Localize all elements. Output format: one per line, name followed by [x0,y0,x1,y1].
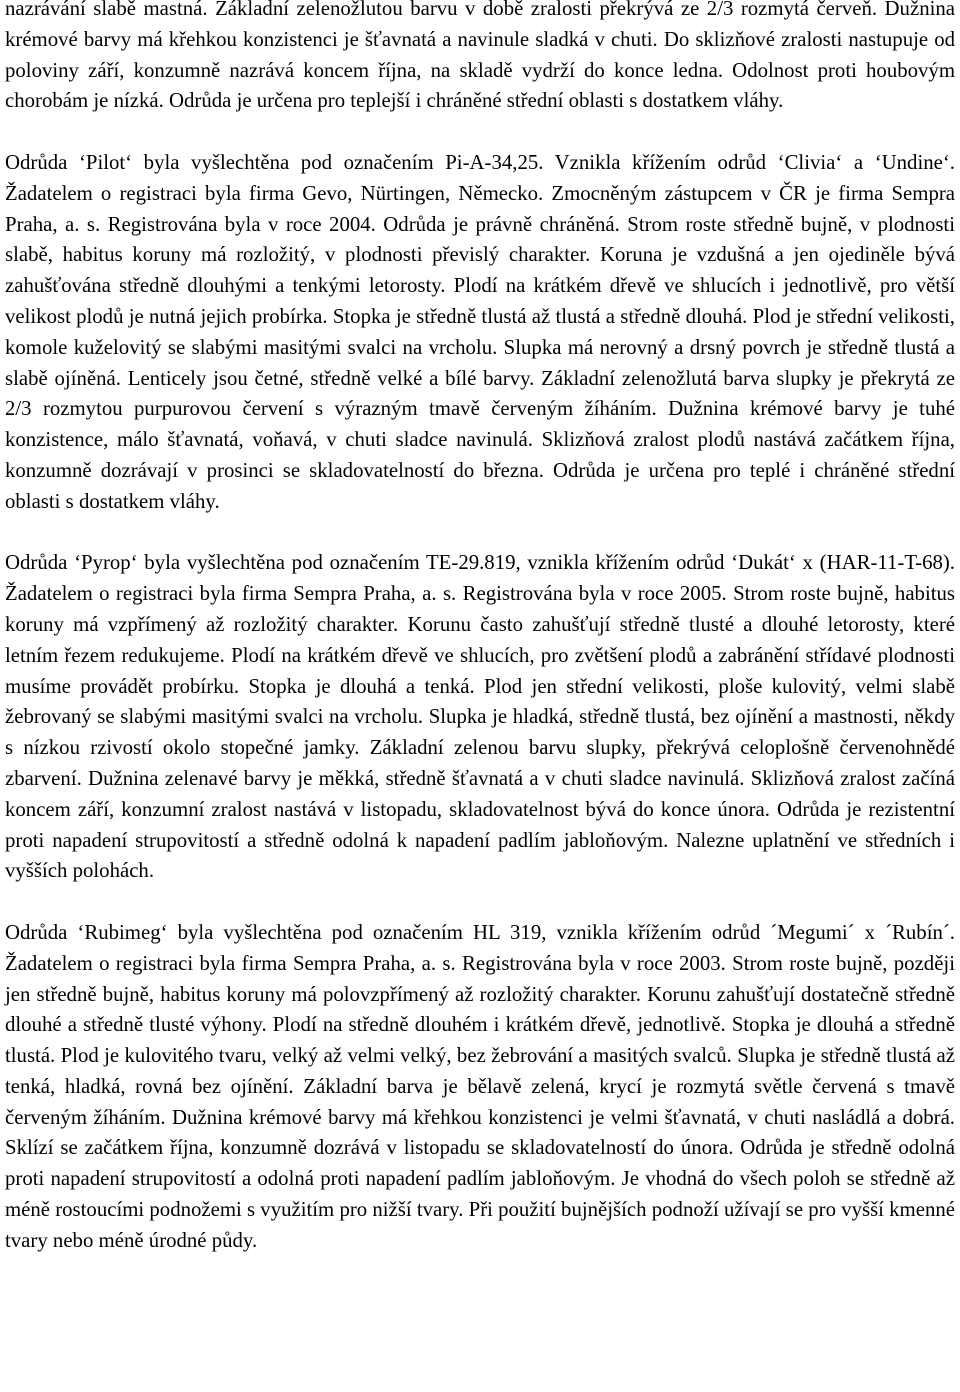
paragraph-intro-continuation: nazrávání slabě mastná. Základní zelenožlutou barvu v době zralosti překrývá ze 2/3 rozmytá červeň. Dužnina krémové barvy má křehkou konzistenci je šťavnatá a navinule sladká v chuti. Do sklizňové zralosti nastupuje od poloviny září, konzumně nazrává koncem října, na skladě vydrží do konce ledna. Odolnost proti houbovým chorobám je nízká. Odrůda je určena pro teplejší i chráněné střední oblasti s dostatkem vláhy. [5,0,955,113]
paragraph-rubimeg: Odrůda ‘Rubimeg‘ byla vyšlechtěna pod označením HL 319, vznikla křížením odrůd ´Megumi´ x ´Rubín´. Žadatelem o registraci byla firma Sempra Praha, a. s. Registrována byla v roce 2003. Strom roste bujně, později jen středně bujně, habitus koruny má polovzpřímený až rozložitý charakter. Korunu zahušťují dostatečně středně dlouhé a středně tlusté výhony. Plodí na středně dlouhém i krátkém dřevě, jednotlivě. Stopka je dlouhá a středně tlustá. Plod je kulovitého tvaru, velký až velmi velký, bez žebrování a masitých svalců. Slupka je středně tlustá až tenká, hladká, rovná bez ojínění. Základní barva je bělavě zelená, krycí je rozmytá světle červená s tmavě červeným žíháním. Dužnina krémové barvy má křehkou konzistenci je velmi šťavnatá, v chuti nasládlá a dobrá. Sklízí se začátkem října, konzumně dozrává v listopadu se skladovatelností do února. Odrůda je středně odolná proti napadení strupovitostí a odolná proti napadení padlím jabloňovým. Je vhodná do všech poloh se středně až méně rostoucími podnožemi s využitím pro nižší tvary. Při použití bujnějších podnoží užívají se pro vyšší kmenné tvary nebo méně úrodné půdy. [5,920,955,1252]
paragraph-pyrop: Odrůda ‘Pyrop‘ byla vyšlechtěna pod označením TE-29.819, vznikla křížením odrůd ‘Dukát‘ x (HAR-11-T-68). Žadatelem o registraci byla firma Sempra Praha, a. s. Registrována byla v roce 2005. Strom roste bujně, habitus koruny má vzpřímený až rozložitý charakter. Korunu často zahušťují středně tlusté a dlouhé letorosty, které letním řezem redukujeme. Plodí na krátkém dřevě ve shlucích, pro zvětšení plodů a zabránění střídavé plodnosti musíme provádět probírku. Stopka je dlouhá a tenká. Plod jen střední velikosti, ploše kulovitý, velmi slabě žebrovaný se slabými masitými svalci na vrcholu. Slupka je hladká, středně tlustá, bez ojínění a mastnosti, někdy s nízkou rzivostí okolo stopečné jamky. Základní zelenou barvu slupky, překrývá celoplošně červenohnědé zbarvení. Dužnina zelenavé barvy je měkká, středně šťavnatá a v chuti sladce navinulá. Sklizňová zralost začíná koncem září, konzumní zralost nastává v listopadu, skladovatelnost bývá do konce února. Odrůda je rezistentní proti napadení strupovitostí a středně odolná k napadení padlím jabloňovým. Nalezne uplatnění ve středních i vyšších polohách. [5,551,955,883]
paragraph-pilot: Odrůda ‘Pilot‘ byla vyšlechtěna pod označením Pi-A-34,25. Vznikla křížením odrůd ‘Clivia‘ a ‘Undine‘. Žadatelem o registraci byla firma Gevo, Nürtingen, Německo. Zmocněným zástupcem v ČR je firma Sempra Praha, a. s. Registrována byla v roce 2004. Odrůda je právně chráněná. Strom roste středně bujně, v plodnosti slabě, habitus koruny má rozložitý, v plodnosti převislý charakter. Koruna je vzdušná a jen ojediněle bývá zahušťována středně dlouhými a tenkými letorosty. Plodí na krátkém dřevě ve shlucích i jednotlivě, pro větší velikost plodů je nutná jejich probírka. Stopka je středně tlustá až tlustá a středně dlouhá. Plod je střední velikosti, komole kuželovitý se slabými masitými svalci na vrcholu. Slupka má nerovný a drsný povrch je středně tlustá a slabě ojíněná. Lenticely jsou četné, středně velké a bílé barvy. Základní zelenožlutá barva slupky je překrytá ze 2/3 rozmytou purpurovou červení s výrazným tmavě červeným žíháním. Dužnina krémové barvy je tuhé konzistence, málo šťavnatá, voňavá, v chuti sladce navinulá. Sklizňová zralost plodů nastává začátkem října, konzumně dozrávají v prosinci se skladovatelností do března. Odrůda je určena pro teplé i chráněné střední oblasti s dostatkem vláhy. [5,150,955,513]
